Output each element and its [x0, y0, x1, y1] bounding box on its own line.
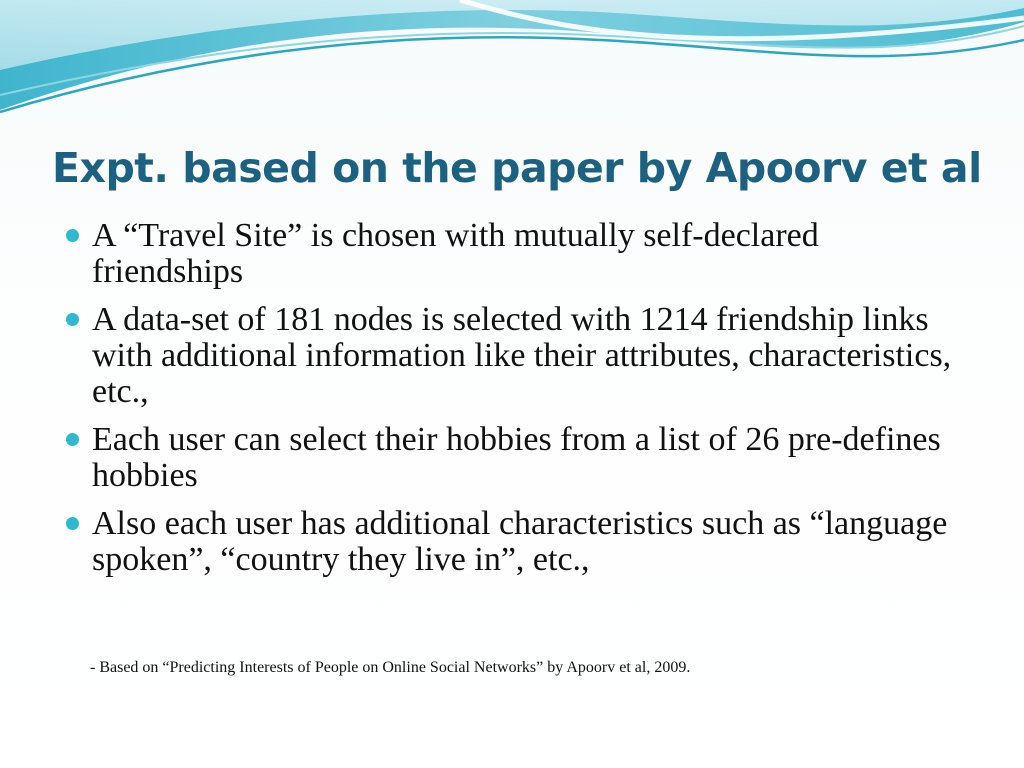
bullet-item: [64, 302, 964, 410]
bullet-item: [64, 506, 964, 578]
bullet-text: A “Travel Site” is chosen with mutually self-declared friendships: [92, 217, 819, 290]
decorative-wave-header: [0, 0, 1024, 130]
bullet-dot-icon: [66, 433, 79, 446]
slide-title: Expt. based on the paper by Apoorv et al: [52, 144, 982, 192]
bullet-dot-icon: [66, 313, 79, 326]
bullet-dot-icon: [66, 229, 79, 242]
bullet-text: A data-set of 181 nodes is selected with 1214 friendship links with additional information like their attributes, characteristics, etc.,: [92, 301, 952, 410]
bullet-text: Also each user has additional characteristics such as “language spoken”, “country they live in”, etc.,: [92, 505, 948, 578]
bullet-dot-icon: [66, 517, 79, 530]
bullet-item: [64, 422, 964, 494]
bullet-item: [64, 218, 964, 290]
bullet-list: [64, 218, 964, 590]
bullet-text: Each user can select their hobbies from a list of 26 pre-defines hobbies: [92, 421, 941, 494]
footnote-citation: - Based on “Predicting Interests of People on Online Social Networks” by Apoorv et al, 2009.: [90, 659, 691, 676]
